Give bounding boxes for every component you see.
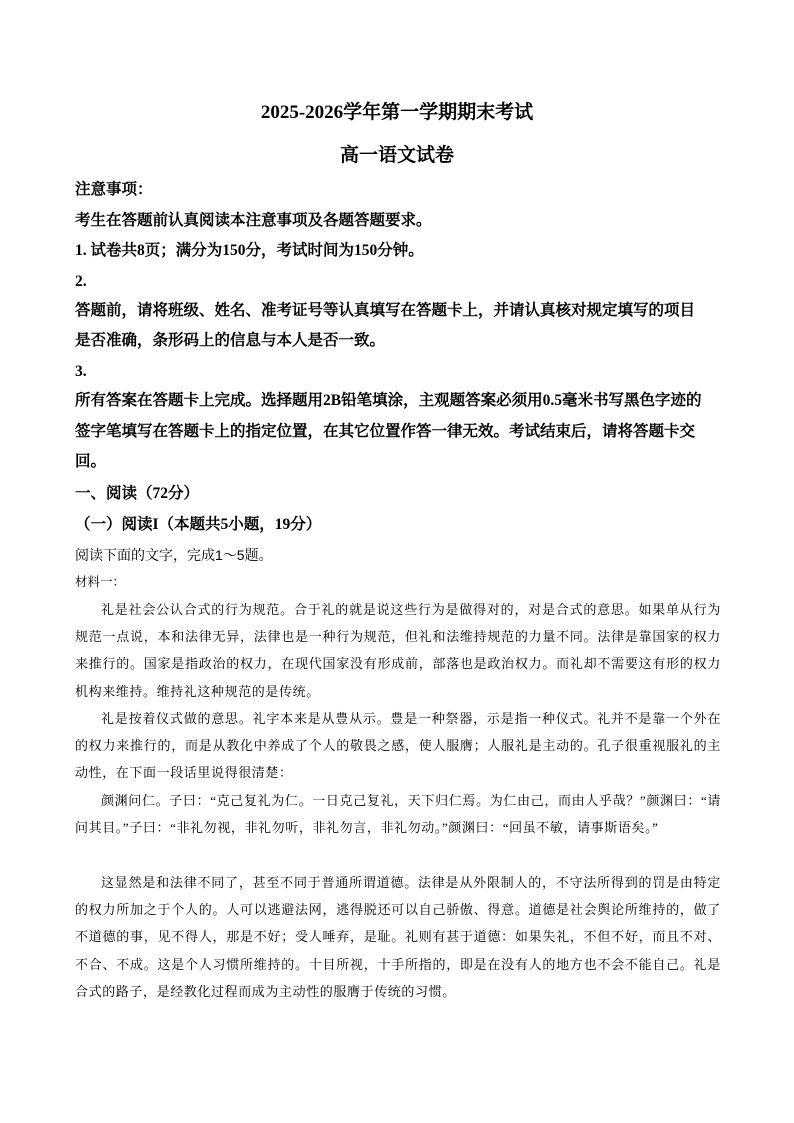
material-label: 材料一： <box>75 575 126 589</box>
notes-item-3-line-3: 回。 <box>75 453 107 470</box>
section-subheading: （一）阅读I（本题共5小题，19分） <box>75 516 322 533</box>
notes-item-2-number: 2. <box>75 273 87 290</box>
section-heading: 一、阅读（72分） <box>75 485 200 502</box>
notes-item-3-line-1: 所有答案在答题卡上完成。选择题用2B铅笔填涂，主观题答案必须用0.5毫米书写黑色字迹的 <box>75 392 702 409</box>
exam-subtitle: 高一语文试卷 <box>339 145 454 166</box>
notes-heading: 注意事项： <box>75 181 153 198</box>
notes-item-2-line-1: 答题前，请将班级、姓名、准考证号等认真填写在答题卡上，并请认真核对规定填写的项目 <box>75 302 696 319</box>
notes-item-3-line-2: 签字笔填写在答题卡上的指定位置，在其它位置作答一律无效。考试结束后，请将答题卡交 <box>75 423 696 440</box>
notes-item-2-line-2: 是否准确，条形码上的信息与本人是否一致。 <box>75 332 386 349</box>
notes-intro: 考生在答题前认真阅读本注意事项及各题答题要求。 <box>75 212 432 229</box>
passage-paragraph-3: 颜渊问仁。子曰：“克己复礼为仁。一日克己复礼，天下归仁焉。为仁由己，而由人乎哉？”颜渊曰：“请问其目。”子曰：“非礼勿视，非礼勿听，非礼勿言，非礼勿动。”颜渊曰：“回虽不敏，请事斯语矣。” <box>75 793 721 836</box>
exam-title: 2025-2026学年第一学期期末考试 <box>260 102 534 123</box>
passage-paragraph-2: 礼是按着仪式做的意思。礼字本来是从豊从示。豊是一种祭器，示是指一种仪式。礼并不是靠一个外在的权力来推行的，而是从教化中养成了个人的敬畏之感，使人服膺；人服礼是主动的。孔子很重视服礼的主动性，在下面一段话里说得很清楚： <box>75 711 721 781</box>
notes-item-3-number: 3. <box>75 363 87 380</box>
notes-item-1: 1. 试卷共8页；满分为150分，考试时间为150分钟。 <box>75 242 424 259</box>
passage-paragraph-4: 这显然是和法律不同了，甚至不同于普通所谓道德。法律是从外限制人的，不守法所得到的罚是由特定的权力所加之于个人的。人可以逃避法网，逃得脱还可以自己骄傲、得意。道德是社会舆论所维持的，做了不道德的事，见不得人，那是不好；受人唾弃，是耻。礼则有甚于道德：如果失礼，不但不好，而且不对、不合、不成。这是个人习惯所维持的。十目所视，十手所指的，即是在没有人的地方也不会不能自己。礼是合式的路子，是经教化过程而成为主动性的服膺于传统的习惯。 <box>75 875 721 999</box>
passage-paragraph-1: 礼是社会公认合式的行为规范。合于礼的就是说这些行为是做得对的，对是合式的意思。如果单从行为规范一点说，本和法律无异，法律也是一种行为规范，但礼和法维持规范的力量不同。法律是靠国家的权力来推行的。国家是指政治的权力，在现代国家没有形成前，部落也是政治权力。而礼却不需要这有形的权力机构来维持。维持礼这种规范的是传统。 <box>75 602 721 699</box>
section-instruction: 阅读下面的文字，完成1～5题。 <box>75 547 273 563</box>
